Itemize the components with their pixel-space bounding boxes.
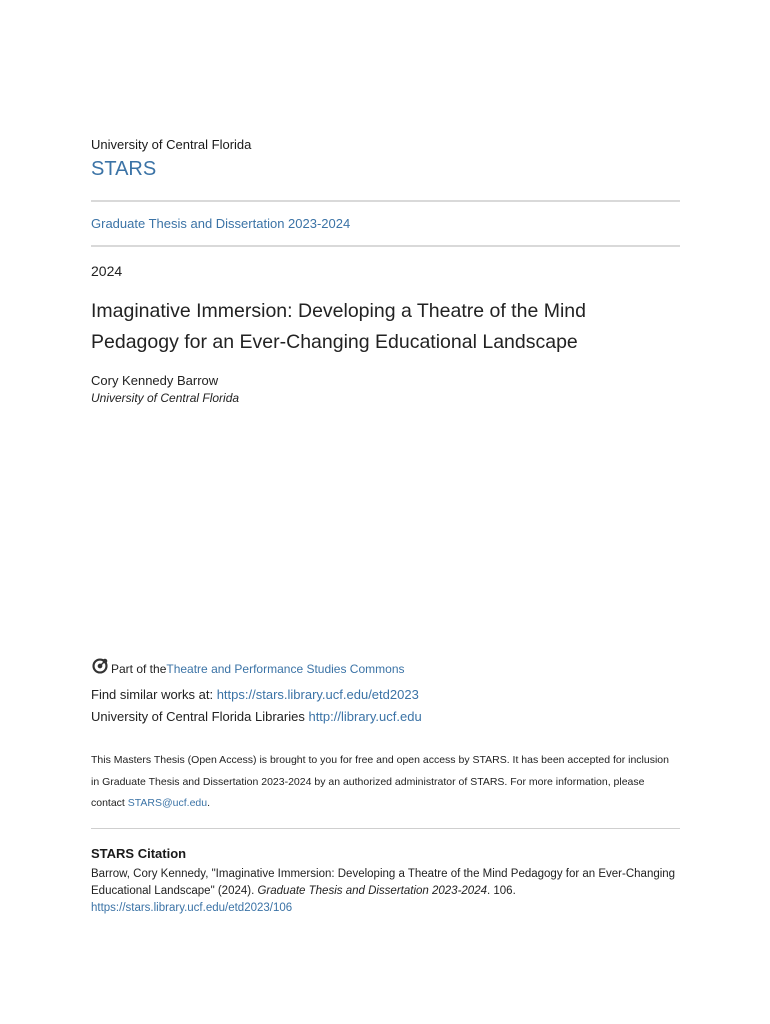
divider bbox=[91, 200, 680, 202]
part-of-line bbox=[91, 662, 405, 676]
institution-name: University of Central Florida bbox=[91, 137, 252, 152]
similar-works-link[interactable]: https://stars.library.ucf.edu/etd2023 bbox=[216, 687, 419, 702]
notice-end: . bbox=[207, 797, 211, 809]
commons-link[interactable]: Theatre and Performance Studies Commons bbox=[166, 662, 405, 676]
repository-link[interactable]: STARS bbox=[91, 158, 157, 180]
similar-works-prefix: Find similar works at: bbox=[91, 687, 217, 702]
divider bbox=[91, 245, 680, 247]
libraries-prefix: University of Central Florida Libraries bbox=[91, 709, 309, 724]
citation-url-link[interactable]: https://stars.library.ucf.edu/etd2023/106 bbox=[91, 902, 293, 914]
document-title: Imaginative Immersion: Developing a Theatre of the Mind Pedagogy for an Ever-Changing Educational Landscape bbox=[91, 300, 586, 353]
citation-end: . 106. bbox=[487, 885, 516, 897]
notice-text: This Masters Thesis (Open Access) is brought to you for free and open access by STARS. It has been accepted for inclusion in Graduate Thesis and Dissertation 2023-2024 by an authorized administrator of STARS. For more information, please contact bbox=[91, 754, 669, 809]
cover-page bbox=[91, 0, 680, 1024]
libraries-line bbox=[91, 709, 422, 724]
similar-works-line bbox=[91, 687, 419, 702]
citation-body: Barrow, Cory Kennedy, "Imaginative Immersion: Developing a Theatre of the Mind Pedagogy for an Ever-Changing Educational Landscape" (2024). bbox=[91, 868, 676, 897]
part-of-prefix: Part of the bbox=[111, 662, 167, 676]
series-link[interactable]: Graduate Thesis and Dissertation 2023-2024 bbox=[91, 216, 351, 231]
author-name: Cory Kennedy Barrow bbox=[91, 373, 219, 388]
citation-heading: STARS Citation bbox=[91, 846, 187, 861]
citation-journal: Graduate Thesis and Dissertation 2023-2024 bbox=[257, 885, 487, 897]
author-affiliation: University of Central Florida bbox=[91, 391, 240, 405]
libraries-link[interactable]: http://library.ucf.edu bbox=[308, 709, 422, 724]
network-icon bbox=[91, 657, 109, 675]
citation-text bbox=[91, 866, 680, 917]
open-access-notice bbox=[91, 750, 680, 815]
publication-year: 2024 bbox=[91, 263, 123, 279]
divider bbox=[91, 828, 680, 829]
contact-email-link[interactable]: STARS@ucf.edu bbox=[127, 797, 208, 809]
